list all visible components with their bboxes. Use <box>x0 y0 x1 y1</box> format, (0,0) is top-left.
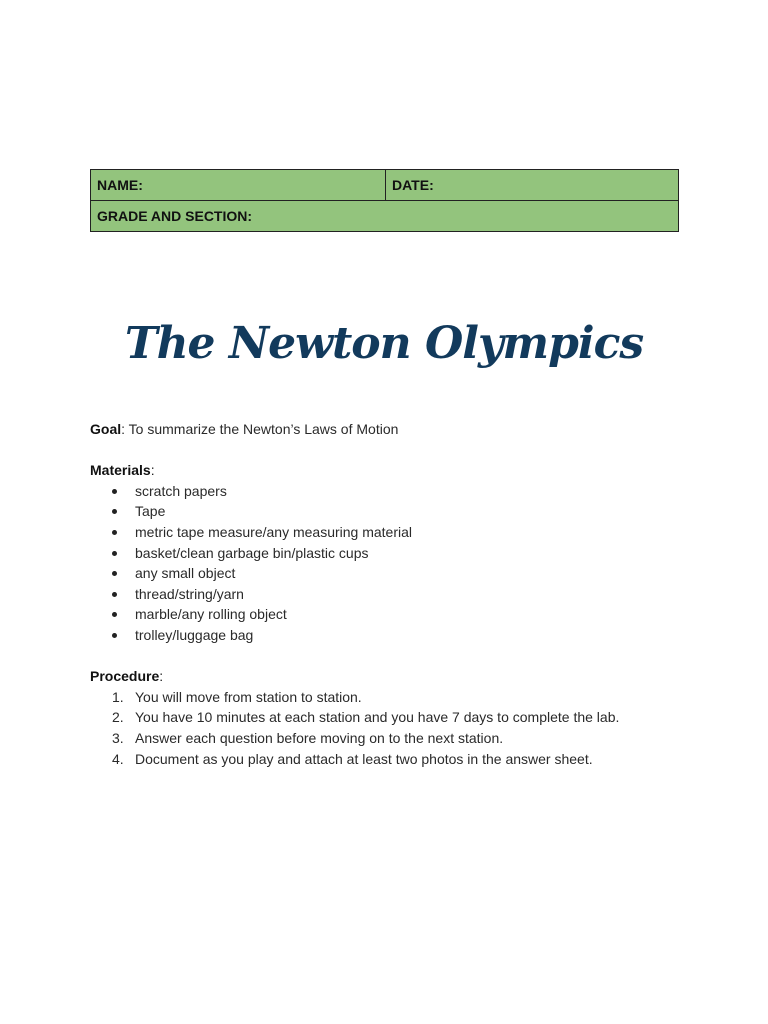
goal-text: : To summarize the Newton’s Laws of Motion <box>121 421 399 437</box>
goal-label: Goal <box>90 421 122 437</box>
material-text: thread/string/yarn <box>135 585 244 602</box>
material-text: metric tape measure/any measuring material <box>135 523 413 540</box>
list-item <box>90 749 690 770</box>
document-body <box>90 419 690 769</box>
document-title: The Newton Olympics <box>124 318 644 369</box>
list-item <box>90 522 690 543</box>
grade-section-field: GRADE AND SECTION: <box>91 201 679 232</box>
goal-line <box>90 419 690 440</box>
material-text: trolley/luggage bag <box>135 626 254 643</box>
bullet-icon <box>112 489 117 494</box>
bullet-icon <box>112 571 117 576</box>
step-text: Answer each question before moving on to the next station. <box>135 729 504 746</box>
list-item <box>90 584 690 605</box>
bullet-icon <box>112 509 117 514</box>
student-info-table <box>90 169 679 232</box>
procedure-list <box>90 687 690 769</box>
material-text: any small object <box>135 565 236 582</box>
materials-heading <box>90 460 690 481</box>
table-row <box>91 201 679 232</box>
list-item <box>90 543 690 564</box>
procedure-label: Procedure <box>90 668 160 685</box>
bullet-icon <box>112 633 117 638</box>
list-item <box>90 563 690 584</box>
step-text: Document as you play and attach at least two photos in the answer sheet. <box>135 750 593 767</box>
bullet-icon <box>112 551 117 556</box>
name-field: NAME: <box>91 170 386 201</box>
list-item <box>90 604 690 625</box>
bullet-icon <box>112 612 117 617</box>
date-field: DATE: <box>386 170 679 201</box>
material-text: scratch papers <box>135 482 227 499</box>
material-text: marble/any rolling object <box>135 606 287 623</box>
step-number: 2. <box>112 709 124 726</box>
list-item <box>90 728 690 749</box>
materials-colon: : <box>150 462 155 479</box>
material-text: Tape <box>135 503 166 520</box>
materials-label: Materials <box>90 462 151 479</box>
list-item <box>90 625 690 646</box>
procedure-heading <box>90 666 690 687</box>
bullet-icon <box>112 530 117 535</box>
step-text: You will move from station to station. <box>135 688 362 705</box>
step-number: 3. <box>112 729 124 746</box>
step-number: 4. <box>112 750 124 767</box>
step-text: You have 10 minutes at each station and you have 7 days to complete the lab. <box>135 709 620 726</box>
list-item <box>90 481 690 502</box>
list-item <box>90 707 690 728</box>
materials-list <box>90 481 690 646</box>
procedure-colon: : <box>159 668 164 685</box>
bullet-icon <box>112 592 117 597</box>
table-row <box>91 170 679 201</box>
list-item <box>90 501 690 522</box>
step-number: 1. <box>112 688 124 705</box>
list-item <box>90 687 690 708</box>
material-text: basket/clean garbage bin/plastic cups <box>135 544 369 561</box>
